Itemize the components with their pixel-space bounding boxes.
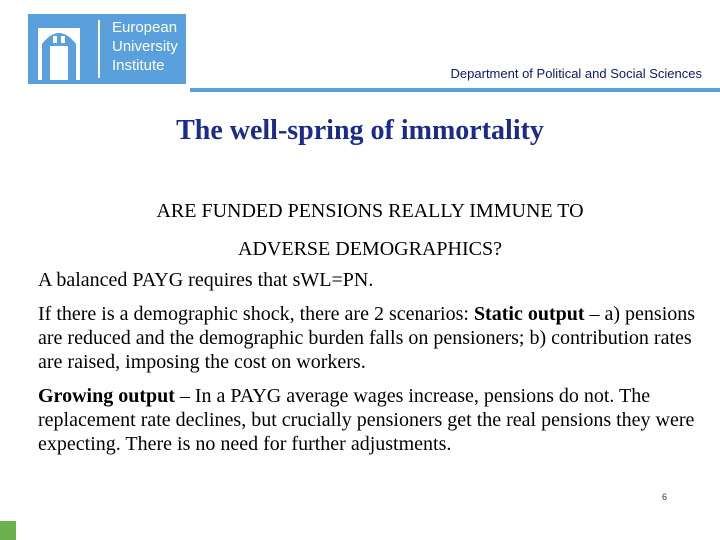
- slide-number: 6: [662, 492, 668, 502]
- paragraph-payg-balance: A balanced PAYG requires that sWL=PN.: [38, 269, 374, 291]
- logo-line-european: European: [112, 19, 178, 36]
- slide-title: The well-spring of immortality: [176, 115, 544, 146]
- slide-heading: [38, 192, 702, 268]
- logo-line-institute: Institute: [112, 57, 165, 74]
- footer-accent: [0, 521, 16, 540]
- static-output-term: Static output: [473, 303, 585, 325]
- paragraph-static-output: [38, 302, 702, 374]
- header-divider: [190, 88, 720, 92]
- slide-heading-line-2: ADVERSE DEMOGRAPHICS?: [238, 238, 502, 260]
- eui-logo: [28, 14, 186, 84]
- paragraph-static-output-intro: If there is a demographic shock, there are 2 scenarios:: [38, 303, 474, 325]
- paragraph-static-output-rest: – a) pensions are reduced and the demographic burden falls on pensioners; b) contribution rates are raised, imposing the cost on workers.: [38, 303, 696, 373]
- paragraph-growing-output: [38, 384, 702, 456]
- slide-heading-line-1: ARE FUNDED PENSIONS REALLY IMMUNE TO: [156, 200, 584, 222]
- growing-output-term: Growing output: [38, 385, 175, 407]
- paragraph-growing-output-rest: – In a PAYG average wages increase, pensions do not. The replacement rate declines, but crucially pensioners get the real pensions they were expecting. There is no need for further adjustments.: [38, 385, 695, 455]
- department-label: Department of Political and Social Sciences: [450, 66, 702, 81]
- slide-body: [38, 192, 702, 456]
- logo-wordmark: [112, 18, 178, 75]
- logo-line-university: University: [112, 38, 178, 55]
